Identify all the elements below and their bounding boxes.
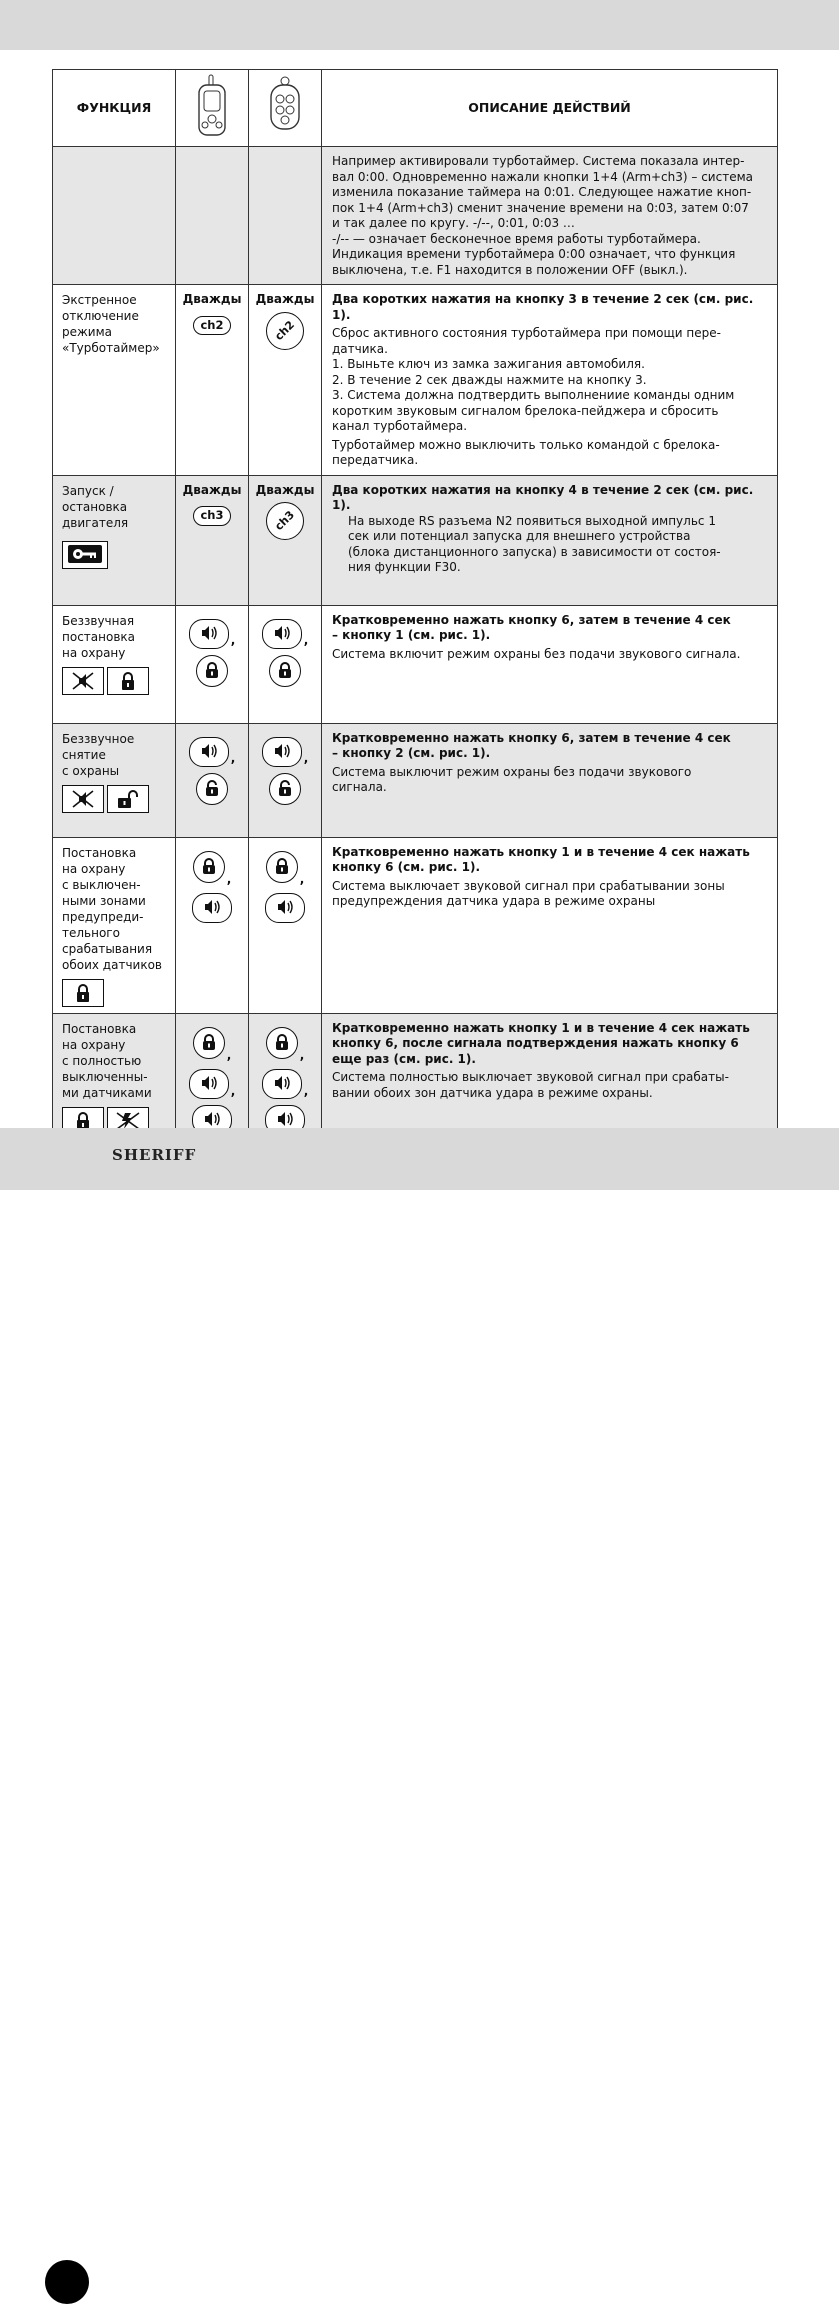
comma: , — [226, 1047, 232, 1062]
ch3-button[interactable]: ch3 — [258, 494, 312, 548]
unlock-button[interactable] — [196, 773, 228, 805]
function-name: Постановка на охрану с полностью выключенны- ми датчиками — [62, 1021, 152, 1100]
sound-button[interactable] — [262, 619, 302, 649]
action-description: Сброс активного состояния турботаймера при помощи пере- датчика. 1. Выньте ключ из замка зажигания автомобиля. 2. В течение 2 сек дважды нажмите на кнопку 3. 3. Система должна подтвердить выполнениие команды одним коротким звуковым сигналом брелока-пейджера и сбросить канал турботаймера. — [332, 326, 735, 433]
action-title: Два коротких нажатия на кнопку 3 в течение 2 сек (см. рис. 1). — [332, 292, 754, 322]
lock-icon — [107, 667, 149, 695]
lock-button[interactable] — [269, 655, 301, 687]
table-row — [53, 475, 778, 605]
lock-button[interactable] — [196, 655, 228, 687]
lock-icon — [62, 979, 104, 1007]
ch2-button[interactable]: ch2 — [193, 316, 230, 336]
sound-button[interactable] — [262, 1069, 302, 1099]
table-row — [53, 605, 778, 723]
comma: , — [299, 871, 305, 886]
sound-button[interactable] — [189, 1069, 229, 1099]
action-description: Система выключит режим охраны без подачи звукового сигнала. — [332, 764, 692, 794]
engine-start-key-icon — [62, 541, 108, 569]
press-twice-label: Дважды — [182, 482, 242, 497]
remote-pager-image — [176, 70, 249, 147]
action-description: На выходе RS разъема N2 появиться выходной импульс 1 сек или потенциал запуска для внешнего устройства (блока дистанционного запуска) в зависимости от состоя- ния функции F30. — [348, 513, 721, 574]
key-fob-remote-icon — [267, 73, 303, 139]
comma: , — [303, 1083, 309, 1098]
action-description: Система включит режим охраны без подачи звукового сигнала. — [332, 646, 741, 661]
function-name: Экстренное отключение режима «Турботаймер» — [62, 293, 160, 355]
table-row — [53, 147, 778, 285]
comma: , — [230, 751, 236, 765]
function-table — [52, 69, 778, 1150]
comma: , — [299, 1047, 305, 1062]
table-row — [53, 285, 778, 476]
press-twice-label: Дважды — [182, 292, 242, 306]
action-title: Два коротких нажатия на кнопку 4 в течение 2 сек (см. рис. 1). — [332, 482, 754, 512]
action-title: Кратковременно нажать кнопку 6, затем в течение 4 сек – кнопку 2 (см. рис. 1). — [332, 730, 731, 760]
comma: , — [230, 1083, 236, 1098]
comma: , — [303, 633, 309, 647]
table-row — [53, 723, 778, 837]
function-name: Запуск / остановка двигателя — [62, 483, 129, 530]
function-name: Беззвучная постановка на охрану — [62, 613, 135, 660]
action-title: Кратковременно нажать кнопку 1 и в течение 4 сек нажать кнопку 6 (см. рис. 1). — [332, 844, 750, 874]
lock-button[interactable] — [193, 1027, 225, 1059]
function-name: Постановка на охрану с выключен- ными зонами предупреди- тельного срабатывания обоих датчиков — [62, 845, 162, 972]
brand-logo: SHERIFF — [112, 1146, 197, 1164]
action-title: Кратковременно нажать кнопку 1 и в течение 4 сек нажать кнопку 6, после сигнала подтверждения нажать кнопку 6 еще раз (см. рис. 1). — [332, 1020, 750, 1066]
page-number-dot — [45, 2260, 89, 2304]
turbotimer-example-text: Например активировали турботаймер. Система показала интер- вал 0:00. Одновременно нажали кнопки 1+4 (Arm+ch3) – система изменила показание таймера на 0:01. Следующее нажатие кноп- пок 1+4 (Arm+ch3) сменит значение времени на 0:03, затем 0:07 и так далее по кругу. -/--, 0:01, 0:03 … -/-- — означает бесконечное время работы турботаймера. Индикация времени турботаймера 0:00 означает, что функция выключена, т.е. F1 находится в положении OFF (выкл.). — [332, 154, 753, 277]
sound-button[interactable] — [262, 737, 302, 767]
action-note: Турботаймер можно выключить только командой с брелока- передатчика. — [332, 437, 720, 467]
press-twice-label: Дважды — [255, 482, 315, 497]
action-description: Система выключает звуковой сигнал при срабатывании зоны предупреждения датчика удара в режиме охраны — [332, 878, 725, 908]
sound-button[interactable] — [192, 893, 232, 923]
lock-button[interactable] — [266, 1027, 298, 1059]
comma: , — [230, 633, 236, 647]
mute-siren-icon — [62, 667, 104, 695]
sound-button[interactable] — [265, 893, 305, 923]
action-description: Система полностью выключает звуковой сигнал при срабаты- вании обоих зон датчика удара в режиме охраны. — [332, 1070, 729, 1100]
mute-siren-icon — [62, 785, 104, 813]
press-twice-label: Дважды — [255, 292, 315, 306]
unlock-button[interactable] — [269, 773, 301, 805]
comma: , — [303, 751, 309, 765]
sound-button[interactable] — [189, 619, 229, 649]
function-name: Беззвучное снятие с охраны — [62, 731, 135, 778]
function-column-header: ФУНКЦИЯ — [53, 70, 176, 147]
unlock-icon — [107, 785, 149, 813]
lock-button[interactable] — [266, 851, 298, 883]
comma: , — [226, 871, 232, 886]
table-row — [53, 837, 778, 1013]
description-column-header: ОПИСАНИЕ ДЕЙСТВИЙ — [322, 70, 778, 147]
ch2-button[interactable]: ch2 — [258, 304, 312, 358]
remote-fob-image — [249, 70, 322, 147]
pager-remote-icon — [194, 73, 230, 139]
sound-button[interactable] — [189, 737, 229, 767]
action-title: Кратковременно нажать кнопку 6, затем в течение 4 сек – кнопку 1 (см. рис. 1). — [332, 612, 731, 642]
table-header-row — [53, 70, 778, 147]
ch3-button[interactable]: ch3 — [193, 506, 230, 526]
top-band — [0, 0, 839, 50]
lock-button[interactable] — [193, 851, 225, 883]
